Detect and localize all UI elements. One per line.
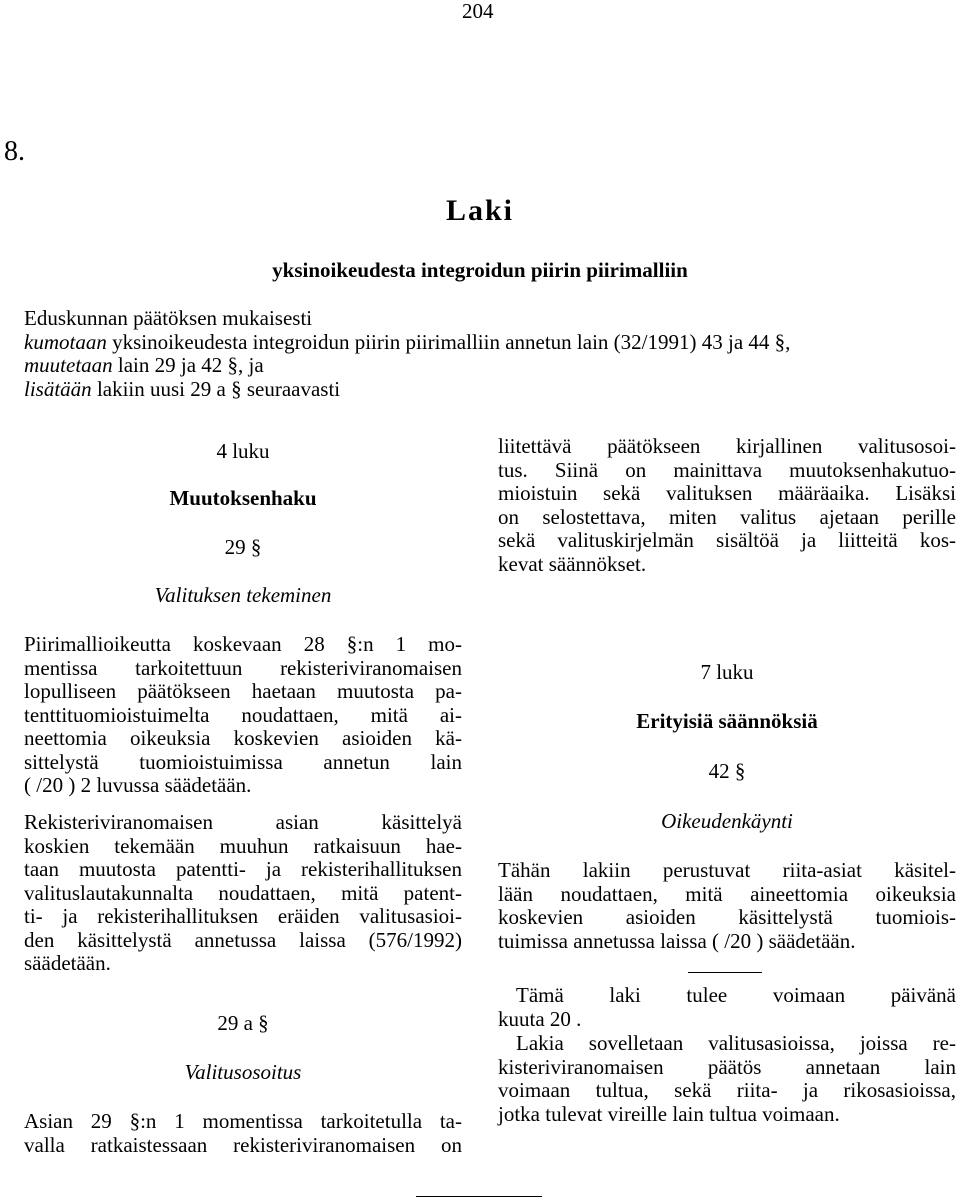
text-line: kisteriviranomaisen päätös annetaan lain (498, 1055, 956, 1079)
preamble (24, 307, 954, 401)
text-line: koskien tekemään muuhun ratkaisuun hae- (24, 834, 462, 858)
preamble-line (24, 378, 954, 402)
preamble-verb: lisätään (24, 376, 92, 401)
section-title: Oikeudenkäynti (661, 809, 793, 833)
preamble-line (24, 331, 954, 355)
text-line: liitettävä päätökseen kirjallinen valitusosoi- (498, 435, 956, 458)
preamble-text: yksinoikeudesta integroidun piirin piirimalliin annetun lain (32/1991) 43 ja 44 §, (106, 329, 791, 354)
text-line: tus. Siinä on mainittava muutoksenhakutuo- (498, 458, 956, 482)
text-line: sekä valituskirjelmän sisältöä ja liitteitä kos- (498, 529, 956, 552)
text-line: den käsittelystä annetussa laissa (576/1992) (24, 928, 462, 952)
text-line: Tähän lakiin perustuvat riita-asiat käsitel- (498, 859, 956, 882)
paragraph (498, 435, 956, 576)
text-line: lään noudattaen, mitä aineettomia oikeuksia (498, 882, 956, 906)
text-line: säädetään. (24, 951, 111, 975)
chapter-title: Muutoksenhaku (169, 486, 317, 510)
preamble-verb: muutetaan (24, 353, 113, 377)
paragraph (24, 1110, 462, 1157)
text-line: on selostettava, miten valitus ajetaan perille (498, 505, 956, 529)
text-line: Asian 29 §:n 1 momentissa tarkoitetulla ta- (24, 1110, 462, 1133)
text-line: tenttituomioistuimelta noudattaen, mitä ai- (24, 703, 462, 727)
paragraph (498, 859, 956, 953)
text-line: Piirimallioikeutta koskevaan 28 §:n 1 mo- (24, 633, 462, 656)
preamble-text: lain 29 ja 42 §, ja (112, 353, 264, 377)
text-line: kevat säännökset. (498, 551, 647, 576)
text-line: voimaan tultua, sekä riita- ja rikosasioissa, (498, 1079, 956, 1102)
text-line: ( /20 ) 2 luvussa säädetään. (24, 773, 252, 797)
preamble-line (24, 354, 954, 378)
preamble-verb: kumotaan (24, 329, 107, 354)
page-number: 204 (462, 0, 494, 23)
section-title: Valituksen tekeminen (154, 583, 332, 607)
text-line: koskevien asioiden käsittelystä tuomiois- (498, 906, 956, 929)
text-line: taan muutosta patentti- ja rekisterihallituksen (24, 858, 462, 881)
text-line: jotka tulevat vireille lain tultua voimaan. (498, 1101, 840, 1126)
section-number: 8. (4, 136, 25, 167)
text-line: tuimissa annetussa laissa ( /20 ) säädetään. (498, 928, 856, 953)
text-line: neettomia oikeuksia koskevien asioiden kä- (24, 727, 462, 750)
paragraph (498, 1032, 956, 1126)
section-heading: 42 § (708, 759, 746, 783)
preamble-text: lakiin uusi 29 a § seuraavasti (91, 376, 341, 401)
text-line: mioistuin sekä valituksen määräaika. Lisäksi (498, 482, 956, 505)
chapter-heading: 4 luku (216, 439, 270, 463)
section-heading: 29 § (224, 535, 262, 559)
text-line: valituslautakunnalta noudattaen, mitä patent- (24, 881, 462, 905)
chapter-title: Erityisiä säännöksiä (636, 709, 818, 733)
footer-rule (416, 1196, 542, 1197)
text-line: valla ratkaistessaan rekisteriviranomaisen on (24, 1133, 462, 1157)
section-title: Valitusosoitus (184, 1060, 302, 1084)
law-subtitle: yksinoikeudesta integroidun piirin piirimalliin (272, 258, 688, 282)
chapter-heading: 7 luku (700, 660, 754, 684)
paragraph (24, 633, 462, 798)
separator-rule (688, 972, 762, 973)
text-line: Lakia sovelletaan valitusasioissa, joissa re- (516, 1032, 956, 1055)
section-heading: 29 a § (217, 1011, 269, 1035)
law-title: Laki (445, 194, 515, 227)
text-line: ti- ja rekisterihallituksen eräiden valitusasioi- (24, 905, 462, 928)
preamble-line: Eduskunnan päätöksen mukaisesti (24, 306, 313, 330)
paragraph (498, 984, 956, 1031)
paragraph (24, 811, 462, 976)
text-line: sittelystä tuomioistuimissa annetun lain (24, 750, 462, 774)
text-line: kuuta 20 . (498, 1006, 582, 1031)
text-line: lopulliseen päätökseen haetaan muutosta pa- (24, 680, 462, 703)
text-line: mentissa tarkoitettuun rekisteriviranomaisen (24, 656, 462, 680)
text-line: Tämä laki tulee voimaan päivänä (516, 984, 956, 1007)
text-line: Rekisteriviranomaisen asian käsittelyä (24, 811, 462, 834)
